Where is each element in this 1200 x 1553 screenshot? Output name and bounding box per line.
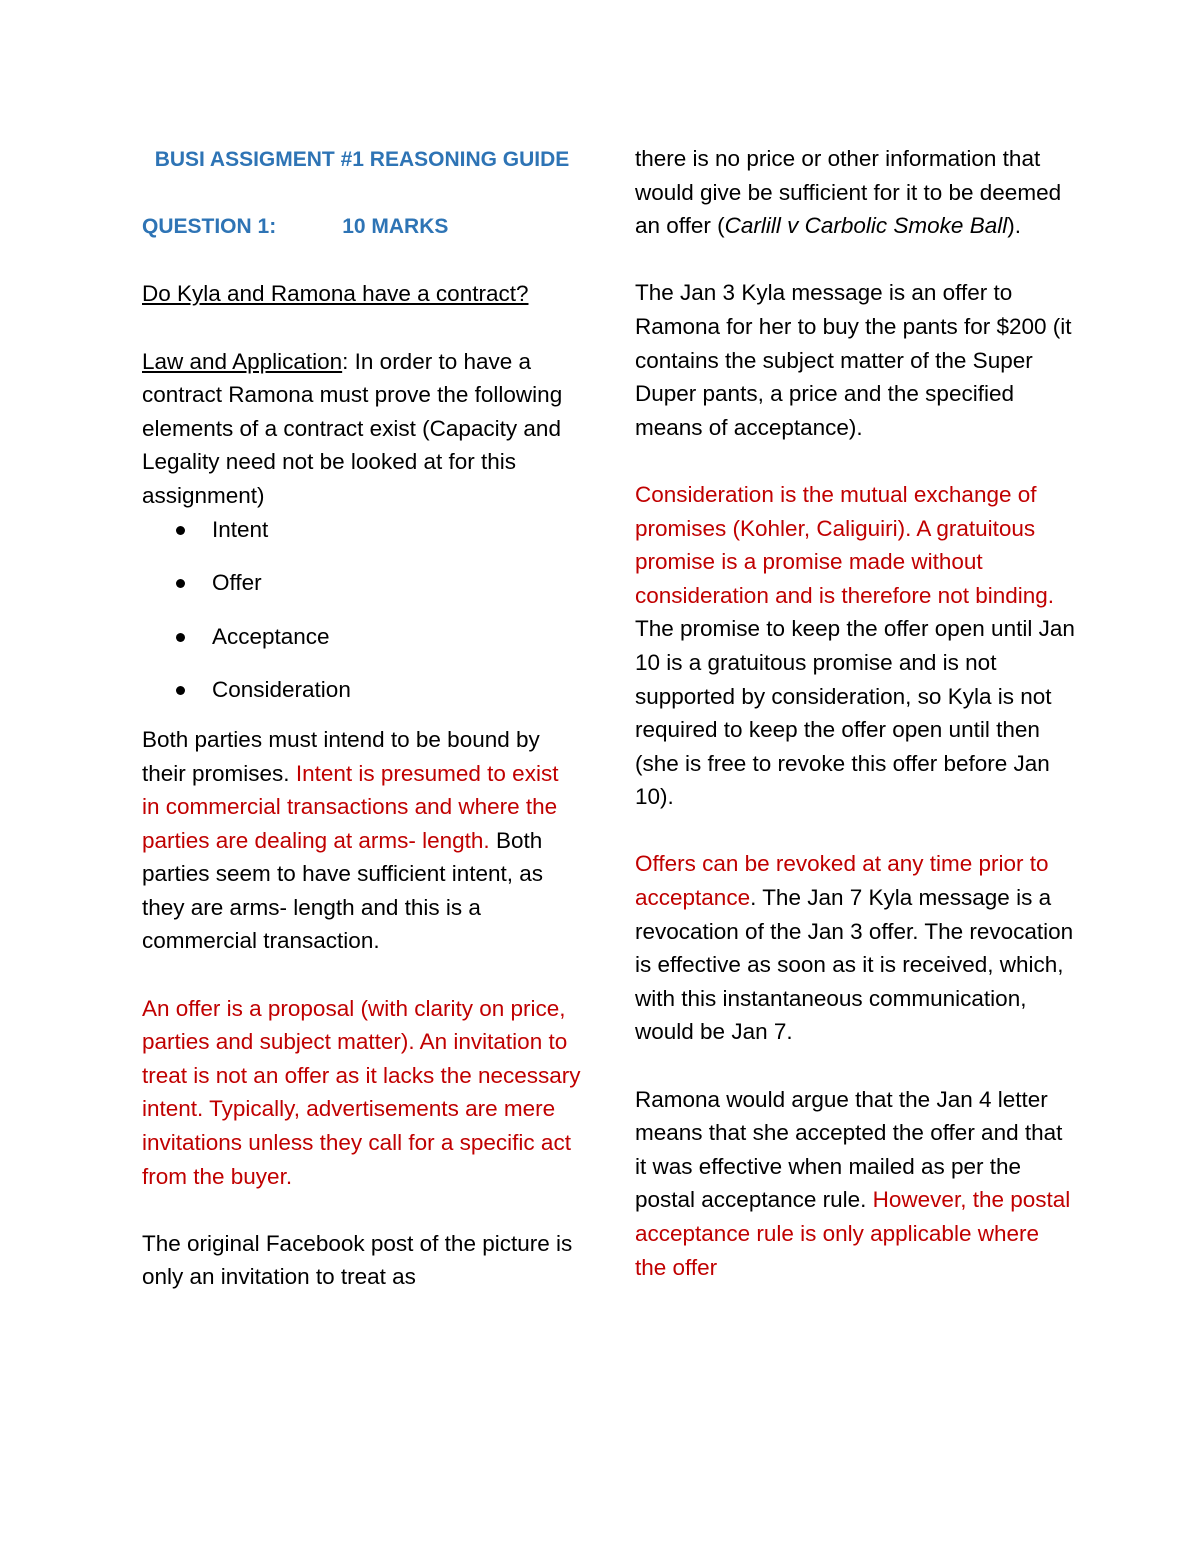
continuation-paragraph: there is no price or other information that would give be sufficient for it to be deemed an offer (Carlill v Carbolic Smoke Ball).: [635, 146, 1062, 239]
offer-rule-paragraph: An offer is a proposal (with clarity on price, parties and subject matter). An invitation to treat is not an offer as it lacks the necessary intent. Typically, advertisements are mere invitations unless they call for a specific act from the buyer.: [142, 995, 581, 1189]
law-label: Law and Application: [142, 348, 343, 374]
postal-paragraph: Ramona would argue that the Jan 4 letter means that she accepted the offer and that it was effective when mailed as per the postal acceptance rule. However, the postal acceptance rule is only applicable where the offer: [635, 1086, 1071, 1280]
law-paragraph: [142, 345, 582, 513]
main-question: Do Kyla and Ramona have a contract?: [142, 281, 529, 307]
list-item: Offer: [142, 566, 582, 600]
jan3-paragraph: The Jan 3 Kyla message is an offer to Ramona for her to buy the pants for $200 (it contains the subject matter of the Super Duper pants, a price and the specified means of acceptance).: [635, 280, 1072, 440]
bullet-icon: [176, 526, 185, 535]
intent-rule: Intent is presumed to exist in commercial transactions and where the parties are dealing at arms- length.: [142, 760, 559, 853]
list-item: Acceptance: [142, 620, 582, 654]
bullet-icon: [176, 686, 185, 695]
revocation-rule: Offers can be revoked at any time prior to acceptance: [635, 851, 1049, 911]
bullet-icon: [176, 633, 185, 642]
bullet-icon: [176, 579, 185, 588]
consideration-rule: Consideration is the mutual exchange of promises (Kohler, Caliguiri). A gratuitous promise is a promise made without consideration and is therefore not binding.: [635, 481, 1055, 608]
list-item: Consideration: [142, 673, 582, 707]
question-heading: [142, 210, 582, 244]
elements-list: [142, 513, 582, 707]
facebook-paragraph: The original Facebook post of the picture is only an invitation to treat as: [142, 1230, 573, 1290]
consideration-paragraph: Consideration is the mutual exchange of promises (Kohler, Caliguiri). A gratuitous promise is a promise made without consideration and is therefore not binding. The promise to keep the offer open until Jan 10 is a gratuitous promise and is not supported by consideration, so Kyla is not required to keep the offer open until then (she is free to revoke this offer before Jan 10).: [635, 481, 1075, 810]
case-citation: Carlill v Carbolic Smoke Ball: [724, 213, 1008, 239]
intent-paragraph: Both parties must intend to be bound by their promises. Intent is presumed to exist in commercial transactions and where the parties are dealing at arms- length. Both parties seem to have sufficient intent, as they are arms- length and this is a commercial transaction.: [142, 726, 559, 954]
document-title: BUSI ASSIGMENT #1 REASONING GUIDE: [154, 148, 570, 171]
left-column: [142, 142, 582, 1294]
question-marks: 10 MARKS: [342, 215, 449, 239]
question-label: QUESTION 1:: [142, 215, 277, 239]
postal-rule: However, the postal acceptance rule is only applicable where the offer: [635, 1187, 1071, 1280]
right-column: [635, 142, 1075, 1284]
list-item: Intent: [142, 513, 582, 547]
revocation-paragraph: Offers can be revoked at any time prior to acceptance. The Jan 7 Kyla message is a revocation of the Jan 3 offer. The revocation is effective as soon as it is received, which, with this instantaneous communication, would be Jan 7.: [635, 851, 1074, 1045]
law-text: : In order to have a contract Ramona must prove the following elements of a contract exist (Capacity and Legality need not be looked at for this assignment): [142, 348, 563, 508]
